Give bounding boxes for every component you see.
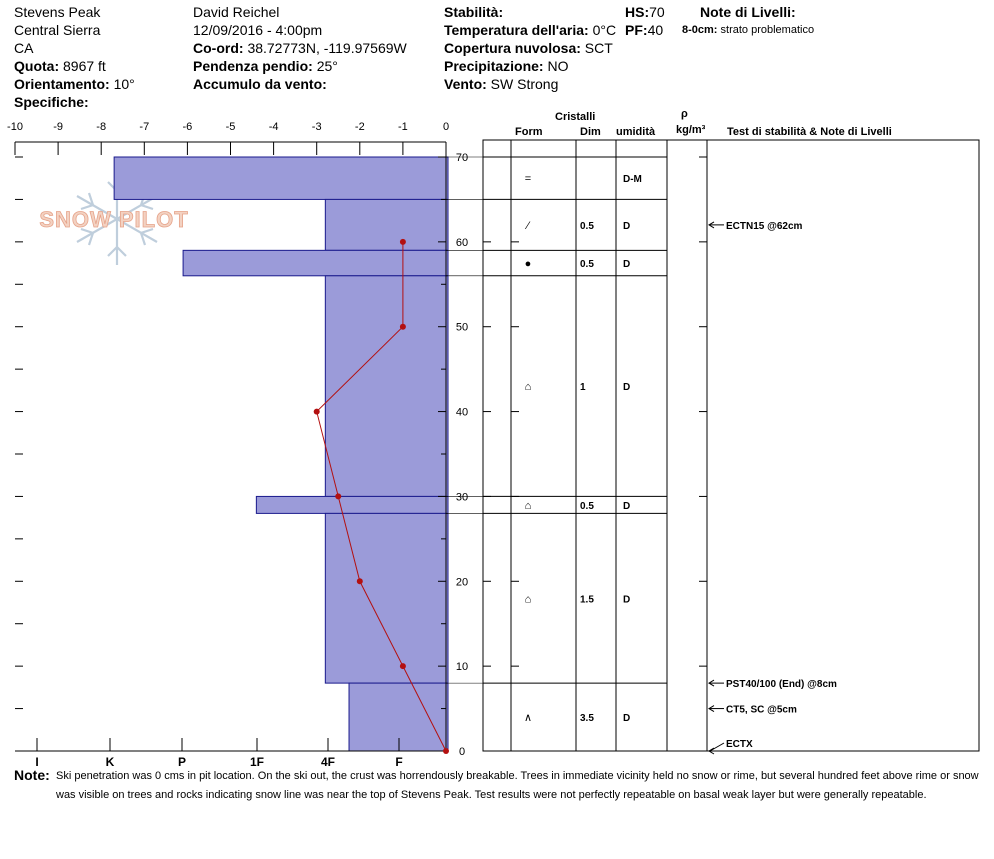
- depth-tick-label: 20: [455, 576, 469, 589]
- temp-tick-label: -8: [96, 121, 107, 133]
- stability-test-label: PST40/100 (End) @8cm: [726, 679, 837, 691]
- depth-tick-label: 10: [455, 661, 469, 674]
- stability-notes-header: Test di stabilità & Note di Livelli: [727, 126, 892, 138]
- stability-test-label: ECTX: [726, 739, 753, 750]
- hardness-bar-2: [183, 250, 448, 275]
- grain-form-icon: ●: [524, 258, 532, 271]
- temperature-point-4: [357, 578, 363, 584]
- temperature-point-1: [400, 324, 406, 330]
- depth-tick-label: 50: [455, 321, 469, 334]
- hardness-bar-5: [325, 513, 448, 683]
- hs-value: 70: [649, 4, 665, 20]
- hardness-bar-4: [256, 496, 448, 513]
- depth-tick-label: 30: [455, 491, 469, 504]
- grain-form-icon: ∧: [523, 712, 533, 725]
- temp-tick-label: -1: [398, 121, 408, 133]
- form-header: Form: [515, 126, 543, 138]
- moisture: D: [623, 713, 631, 725]
- air-temp-label: Temperatura dell'aria:: [444, 22, 589, 38]
- grain-size: 1: [580, 382, 586, 394]
- rho-header: ρ: [681, 108, 688, 120]
- observer-name: David Reichel: [193, 4, 280, 20]
- slope-label: Pendenza pendio:: [193, 58, 313, 74]
- crystals-header: Cristalli: [555, 111, 596, 123]
- depth-tick-label: 60: [455, 236, 469, 249]
- grain-size: 3.5: [580, 713, 594, 725]
- grain-size: 0.5: [580, 220, 594, 232]
- temp-tick-label: -3: [311, 121, 322, 133]
- grain-form-icon: ⌂: [524, 499, 532, 512]
- air-temp-value: 0°C: [592, 22, 617, 38]
- aspect-label: Orientamento:: [14, 76, 110, 92]
- notes-text: Ski penetration was 0 cms in pit location. On the ski out, the crust was horrendously breakable. Trees in immediate vicinity held no snow or rime, but several hundred feet above rime or snow was visible on trees and rocks indicating snow line was near the top of Stevens Peak. Test results were not perfectly repeatable on basal weak layer but were generally repeatable.: [56, 770, 979, 801]
- hardness-tick-label: F: [395, 755, 403, 769]
- grain-size: 1.5: [580, 594, 594, 606]
- temperature-point-5: [400, 663, 406, 669]
- hardness-bar-3: [325, 276, 448, 497]
- grain-form-icon: =: [524, 173, 532, 186]
- notes-label: Note:: [14, 767, 50, 783]
- depth-tick-label: 40: [455, 406, 469, 419]
- mountain-range: Central Sierra: [14, 22, 101, 38]
- wind-value: SW Strong: [490, 76, 559, 92]
- size-header: Dim: [580, 126, 601, 138]
- aspect-value: 10°: [113, 76, 135, 92]
- moisture: D: [623, 259, 631, 271]
- precip-value: NO: [547, 58, 569, 74]
- moisture: D: [623, 500, 631, 512]
- temp-tick-label: -4: [268, 121, 279, 133]
- slope-value: 25°: [316, 58, 338, 74]
- hardness-bar-0: [114, 157, 448, 199]
- temperature-point-0: [400, 239, 406, 245]
- moisture: D: [623, 382, 631, 394]
- temp-tick-label: -6: [182, 121, 193, 133]
- moisture-header: umidità: [616, 126, 656, 138]
- wind-label: Vento:: [444, 76, 487, 92]
- stability-test-label: CT5, SC @5cm: [726, 704, 797, 716]
- depth-tick-label: 0: [458, 746, 466, 758]
- temp-tick-label: 0: [442, 121, 450, 133]
- layer-notes-label: Note di Livelli:: [700, 4, 796, 20]
- stability-label: Stabilità:: [444, 4, 504, 20]
- stability-test-arrow: [710, 743, 724, 751]
- grain-form-icon: ⁄: [527, 219, 529, 232]
- state: CA: [14, 40, 34, 56]
- density-unit-header: kg/m³: [676, 124, 706, 136]
- sky-value: SCT: [584, 40, 613, 56]
- grain-size: 0.5: [580, 500, 594, 512]
- temperature-point-6: [443, 748, 449, 754]
- temperature-point-2: [314, 409, 320, 415]
- sky-label: Copertura nuvolosa:: [444, 40, 581, 56]
- elevation-label: Quota:: [14, 58, 60, 74]
- hardness-tick-label: 4F: [320, 755, 336, 769]
- pf-label: PF:: [625, 22, 648, 38]
- specifics-label: Specifiche:: [14, 94, 89, 110]
- hardness-tick-label: P: [177, 755, 187, 769]
- moisture: D: [623, 594, 631, 606]
- hardness-tick-label: K: [105, 755, 115, 769]
- temp-tick-label: -10: [7, 121, 23, 133]
- temp-tick-label: -5: [225, 121, 236, 133]
- layer-note-text: strato problematico: [720, 24, 815, 36]
- moisture: D-M: [623, 174, 642, 186]
- temperature-point-3: [335, 493, 341, 499]
- wind-loading-label: Accumulo da vento:: [193, 76, 327, 92]
- layer-note-depth: 8-0cm:: [682, 24, 718, 36]
- hardness-bar-1: [325, 199, 448, 250]
- grain-form-icon: ⌂: [524, 381, 532, 394]
- hardness-tick-label: I: [35, 755, 39, 769]
- hardness-tick-label: 1F: [249, 755, 265, 769]
- temp-tick-label: -2: [354, 121, 365, 133]
- coord-label: Co-ord:: [193, 40, 244, 56]
- grain-size: 0.5: [580, 259, 594, 271]
- location-name: Stevens Peak: [14, 4, 101, 20]
- hs-label: HS:: [625, 4, 650, 20]
- grain-form-icon: ⌂: [524, 593, 532, 606]
- depth-tick-label: 70: [455, 152, 469, 164]
- stability-test-label: ECTN15 @62cm: [726, 220, 803, 232]
- temp-tick-label: -9: [53, 121, 63, 133]
- observation-datetime: 12/09/2016 - 4:00pm: [193, 22, 323, 38]
- moisture: D: [623, 220, 631, 232]
- elevation-value: 8967 ft: [63, 58, 106, 74]
- temp-tick-label: -7: [139, 121, 150, 133]
- coord-value: 38.72773N, -119.97569W: [247, 40, 407, 56]
- watermark-text: SNOW PILOT: [39, 207, 189, 232]
- precip-label: Precipitazione:: [444, 58, 544, 74]
- pf-value: 40: [647, 22, 664, 38]
